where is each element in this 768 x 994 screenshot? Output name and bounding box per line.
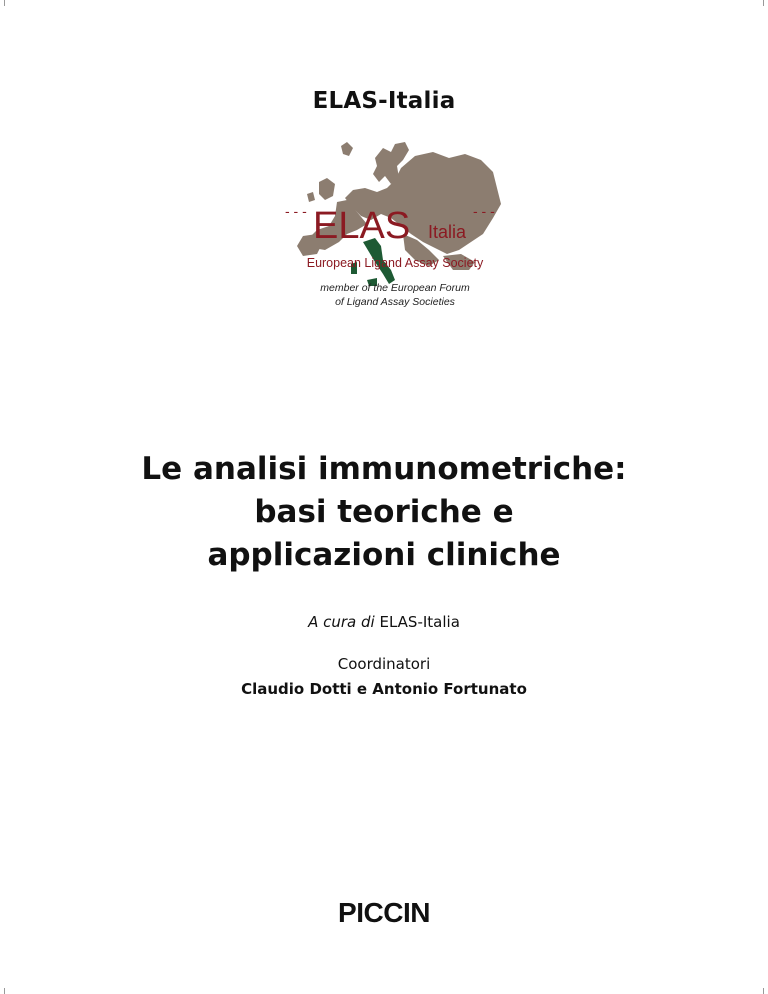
logo-member-line-2: of Ligand Assay Societies — [335, 296, 455, 308]
crop-mark — [763, 0, 764, 6]
editor-prefix: A cura di — [308, 613, 375, 631]
book-title — [0, 448, 768, 577]
book-title-line-1: Le analisi immunometriche: — [141, 451, 627, 487]
editor-name: ELAS-Italia — [379, 613, 460, 631]
editor-credit — [0, 613, 768, 631]
book-title-line-2: basi teoriche e — [254, 494, 514, 530]
publisher-logo: PICCIN — [338, 897, 430, 928]
svg-text:- - -: - - - — [473, 203, 495, 219]
crop-mark — [763, 988, 764, 994]
coordinators-label: Coordinatori — [337, 655, 431, 673]
crop-mark — [4, 988, 5, 994]
organization-title: ELAS-Italia — [312, 88, 456, 114]
logo-society-name: European Ligand Assay Society — [306, 256, 484, 270]
logo-main-text: ELAS — [313, 205, 411, 247]
elas-italia-logo — [283, 138, 508, 316]
crop-mark — [4, 0, 5, 6]
logo-member-line-1: member of the European Forum — [320, 282, 470, 294]
coordinators-names: Claudio Dotti e Antonio Fortunato — [241, 680, 527, 698]
book-title-line-3: applicazioni cliniche — [207, 537, 561, 573]
logo-sub-text: Italia — [428, 222, 467, 242]
svg-text:- - -: - - - — [285, 203, 307, 219]
